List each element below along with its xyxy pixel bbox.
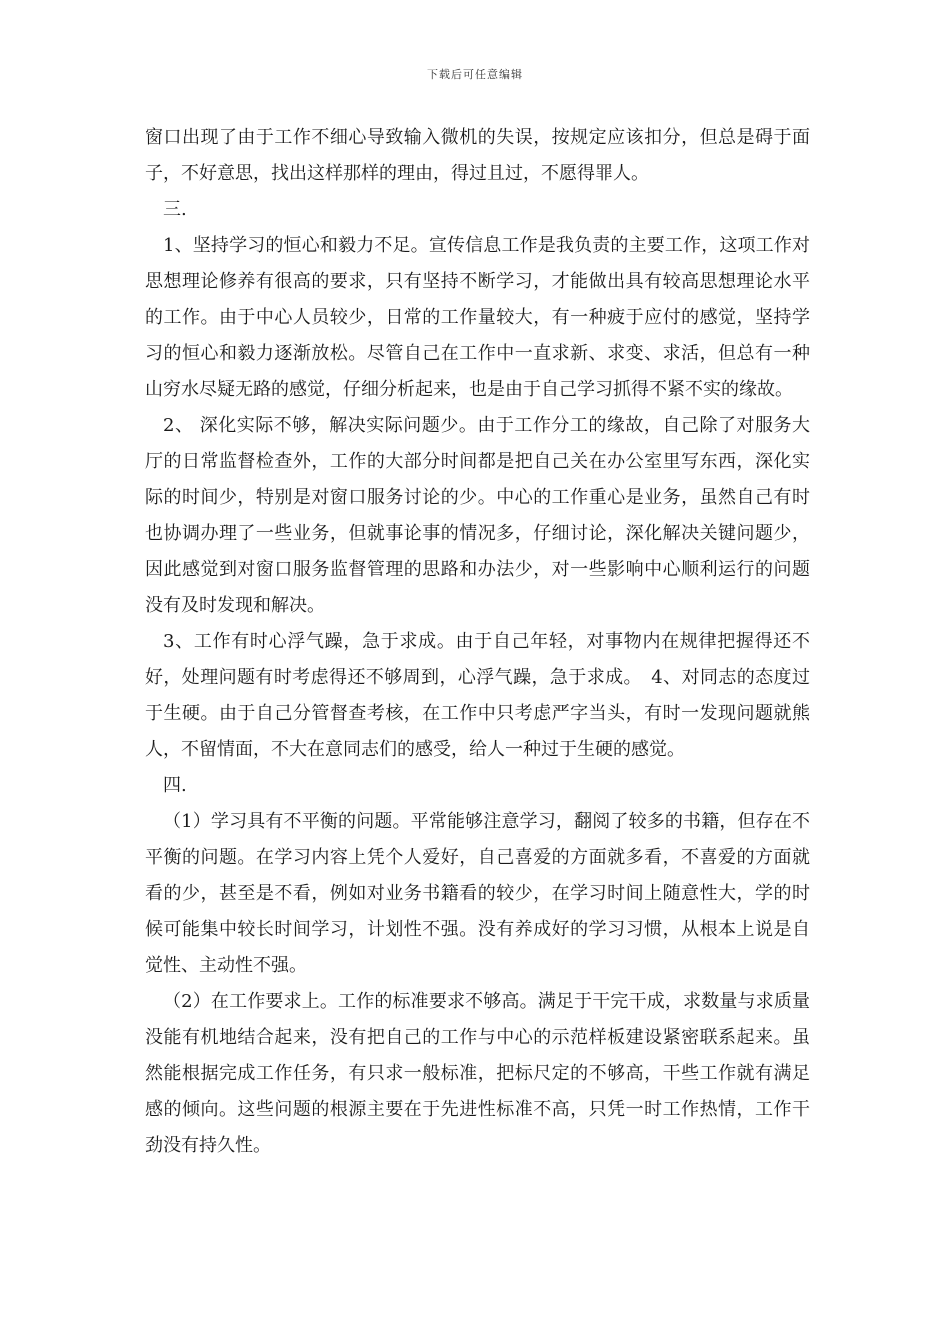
- section-heading-four: 四.: [163, 775, 187, 796]
- paragraph-item-1: 1、坚持学习的恒心和毅力不足。宣传信息工作是我负责的主要工作，这项工作对思想理论修养有很高的要求，只有坚持不断学习，才能做出具有较高思想理论水平的工作。由于中心人员较少，日常的工作量较大，有一种疲于应付的感觉，坚持学习的恒心和毅力逐渐放松。尽管自己在工作中一直求新、求变、求活，但总有一种山穷水尽疑无路的感觉，仔细分析起来，也是由于自己学习抓得不紧不实的缘故。: [145, 235, 810, 400]
- paragraph-continuation: 窗口出现了由于工作不细心导致输入微机的失误，按规定应该扣分，但总是碍于面子，不好意思，找出这样那样的理由，得过且过，不愿得罪人。: [145, 127, 810, 184]
- document-body: [145, 120, 810, 1164]
- paragraph-subitem-2: （2）在工作要求上。工作的标准要求不够高。满足于干完干成，求数量与求质量没能有机地结合起来，没有把自己的工作与中心的示范样板建设紧密联系起来。虽然能根据完成工作任务，有只求一般标准，把标尺定的不够高，干些工作就有满足感的倾向。这些问题的根源主要在于先进性标准不高，只凭一时工作热情，工作干劲没有持久性。: [145, 991, 810, 1156]
- paragraph-subitem-1: （1）学习具有不平衡的问题。平常能够注意学习，翻阅了较多的书籍，但存在不平衡的问题。在学习内容上凭个人爱好，自己喜爱的方面就多看，不喜爱的方面就看的少，甚至是不看，例如对业务书籍看的较少，在学习时间上随意性大，学的时候可能集中较长时间学习，计划性不强。没有养成好的学习习惯，从根本上说是自觉性、主动性不强。: [145, 811, 810, 976]
- section-heading-three: 三.: [163, 199, 187, 220]
- page-header: 下载后可任意编辑: [427, 68, 523, 81]
- paragraph-item-3-4: 3、工作有时心浮气躁，急于求成。由于自己年轻，对事物内在规律把握得还不好，处理问题有时考虑得还不够周到，心浮气躁，急于求成。 4、对同志的态度过于生硬。由于自己分管督查考核，在工作中只考虑严字当头，有时一发现问题就熊人，不留情面，不大在意同志们的感受，给人一种过于生硬的感觉。: [145, 631, 810, 760]
- paragraph-item-2: 2、 深化实际不够，解决实际问题少。由于工作分工的缘故，自己除了对服务大厅的日常监督检查外，工作的大部分时间都是把自己关在办公室里写东西，深化实际的时间少，特别是对窗口服务讨论的少。中心的工作重心是业务，虽然自己有时也协调办理了一些业务，但就事论事的情况多，仔细讨论，深化解决关键问题少，因此感觉到对窗口服务监督管理的思路和办法少，对一些影响中心顺利运行的问题没有及时发现和解决。: [145, 415, 810, 616]
